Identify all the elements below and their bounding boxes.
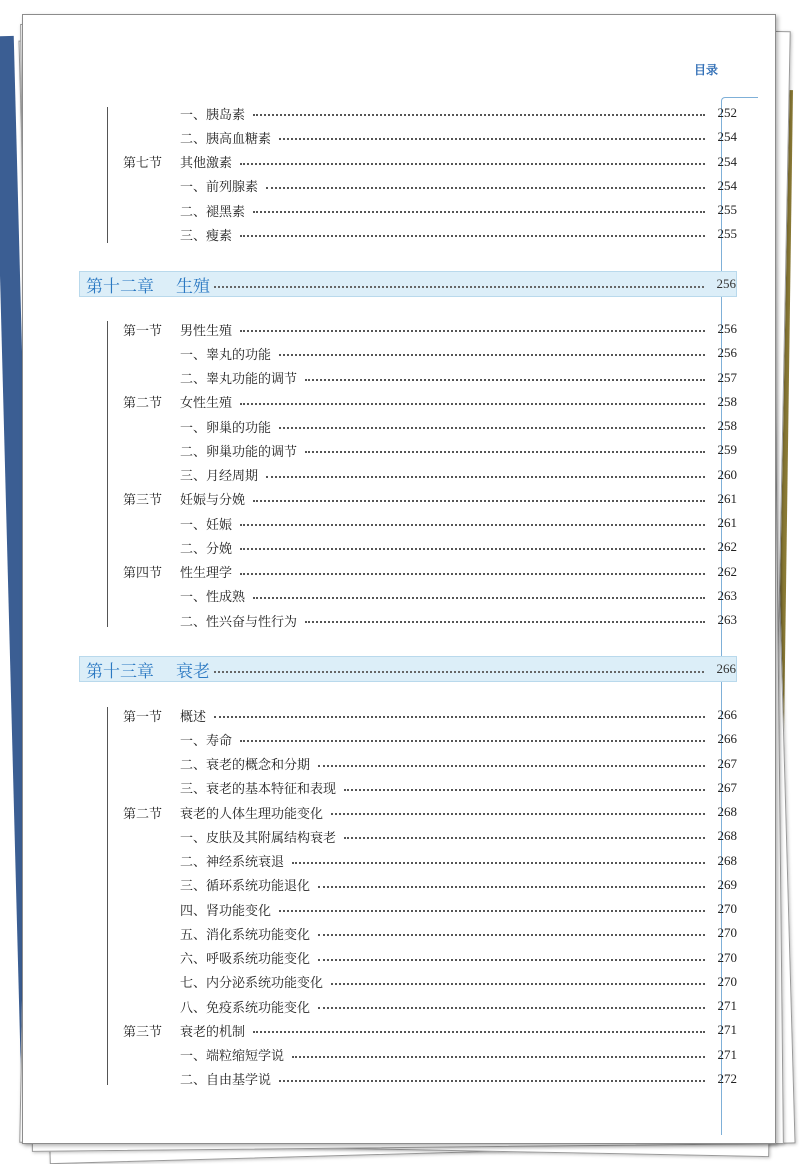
leader-dots — [305, 621, 705, 623]
toc-subsection-entry[interactable] — [123, 754, 737, 774]
running-header: 目录 — [694, 63, 719, 77]
page-number: 259 — [717, 442, 737, 458]
toc-subsection-entry[interactable] — [123, 368, 737, 388]
chapter-number: 第十三章 — [86, 661, 154, 682]
section-label: 第二节 — [123, 396, 163, 412]
leader-dots — [253, 597, 705, 599]
entry-title: 二、睾丸功能的调节 — [180, 372, 298, 387]
page-number: 266 — [717, 707, 737, 722]
leader-dots — [305, 379, 705, 381]
toc-subsection-entry[interactable] — [123, 1069, 737, 1089]
entry-title: 概述 — [180, 709, 207, 725]
toc-subsection-entry[interactable] — [123, 586, 737, 606]
leader-dots — [253, 211, 705, 213]
page-number: 252 — [717, 105, 737, 120]
section-bracket — [107, 707, 108, 1085]
page-number: 254 — [717, 153, 737, 169]
toc-section-entry[interactable] — [123, 392, 737, 412]
entry-title: 一、前列腺素 — [180, 180, 259, 196]
toc-subsection-entry[interactable] — [123, 875, 737, 895]
section-bracket — [107, 321, 108, 627]
toc-section-entry[interactable] — [123, 1020, 737, 1040]
leader-dots — [279, 138, 705, 140]
toc-subsection-entry[interactable] — [123, 127, 737, 147]
page-number: 266 — [716, 661, 736, 676]
section-label: 第三节 — [123, 1024, 163, 1040]
page-number: 261 — [717, 515, 737, 530]
leader-dots — [331, 983, 705, 985]
page-number: 256 — [717, 345, 737, 361]
section-label: 第三节 — [123, 493, 163, 509]
section-label: 第七节 — [123, 156, 163, 171]
leader-dots — [318, 934, 705, 936]
page-number: 255 — [717, 202, 737, 217]
toc-subsection-entry[interactable] — [123, 729, 737, 749]
page-number: 254 — [717, 177, 737, 193]
entry-title: 三、循环系统功能退化 — [180, 879, 311, 895]
leader-dots — [253, 500, 705, 502]
leader-dots — [266, 187, 705, 189]
entry-title: 二、褪黑素 — [180, 204, 246, 220]
entry-title: 一、皮肤及其附属结构衰老 — [180, 830, 337, 846]
entry-title: 男性生殖 — [180, 323, 233, 339]
toc-subsection-entry[interactable] — [123, 343, 737, 363]
page-number: 254 — [717, 129, 737, 145]
page-number: 272 — [717, 1070, 737, 1086]
leader-dots — [279, 1080, 705, 1082]
entry-title: 二、分娩 — [180, 541, 233, 557]
page-number: 257 — [717, 369, 737, 385]
toc-subsection-entry[interactable] — [123, 465, 737, 485]
toc-subsection-entry[interactable] — [123, 923, 737, 943]
entry-title: 衰老的机制 — [180, 1024, 246, 1040]
entry-title: 一、性成熟 — [180, 590, 246, 606]
chapter-heading[interactable] — [79, 656, 737, 682]
leader-dots — [344, 789, 705, 791]
toc-subsection-entry[interactable] — [123, 537, 737, 557]
leader-dots — [279, 427, 705, 429]
leader-dots — [253, 1031, 705, 1033]
leader-dots — [344, 837, 705, 839]
leader-dots — [240, 524, 705, 526]
toc-subsection-entry[interactable] — [123, 440, 737, 460]
leader-dots — [240, 235, 705, 237]
entry-title: 七、内分泌系统功能变化 — [180, 976, 324, 992]
toc-subsection-entry[interactable] — [123, 778, 737, 798]
page-number: 263 — [717, 587, 737, 603]
leader-dots — [305, 451, 705, 453]
toc-subsection-entry[interactable] — [123, 513, 737, 533]
page-number: 258 — [717, 418, 737, 433]
leader-dots — [240, 163, 705, 165]
leader-dots — [240, 403, 705, 405]
leader-dots — [214, 671, 704, 673]
entry-title: 一、胰岛素 — [180, 107, 246, 123]
entry-title: 三、瘦素 — [180, 228, 233, 244]
page-number: 270 — [717, 949, 737, 965]
toc-subsection-entry[interactable] — [123, 176, 737, 196]
chapter-title: 生殖 — [176, 276, 210, 297]
page-number: 267 — [717, 755, 737, 771]
toc-subsection-entry[interactable] — [123, 224, 737, 244]
entry-title: 女性生殖 — [180, 396, 233, 412]
page-number: 270 — [717, 901, 737, 916]
toc-subsection-entry[interactable] — [123, 996, 737, 1016]
page-number: 271 — [717, 1046, 737, 1062]
section-bracket — [107, 107, 108, 243]
entry-title: 二、自由基学说 — [180, 1073, 272, 1089]
leader-dots — [318, 959, 705, 961]
entry-title: 一、睾丸的功能 — [180, 347, 272, 363]
leader-dots — [279, 354, 705, 356]
page-number: 266 — [717, 731, 737, 747]
page-number: 271 — [717, 1022, 737, 1038]
toc-subsection-entry[interactable] — [123, 610, 737, 630]
toc-section-entry[interactable] — [123, 562, 737, 582]
section-label: 第一节 — [123, 323, 163, 339]
page-number: 271 — [717, 998, 737, 1013]
toc-section-entry[interactable] — [123, 152, 737, 172]
chapter-number: 第十二章 — [86, 276, 154, 297]
chapter-title: 衰老 — [176, 661, 210, 682]
toc-subsection-entry[interactable] — [123, 826, 737, 846]
toc-subsection-entry[interactable] — [123, 972, 737, 992]
leader-dots — [214, 716, 705, 718]
leader-dots — [240, 548, 705, 550]
page-number: 269 — [717, 876, 737, 892]
leader-dots — [292, 1056, 705, 1058]
page-number: 256 — [716, 276, 736, 291]
entry-title: 性生理学 — [180, 566, 233, 581]
entry-title: 一、妊娠 — [180, 517, 233, 533]
entry-title: 二、神经系统衰退 — [180, 855, 285, 870]
leader-dots — [318, 1007, 705, 1009]
entry-title: 二、衰老的概念和分期 — [180, 758, 311, 773]
toc-section-entry[interactable] — [123, 802, 737, 822]
entry-title: 六、呼吸系统功能变化 — [180, 952, 311, 967]
leader-dots — [266, 476, 705, 478]
leader-dots — [240, 573, 705, 575]
page-number: 258 — [717, 393, 737, 409]
leader-dots — [240, 330, 705, 332]
entry-title: 三、月经周期 — [180, 469, 259, 484]
toc-page — [22, 14, 776, 1144]
page-number: 262 — [717, 563, 737, 579]
entry-title: 衰老的人体生理功能变化 — [180, 806, 324, 822]
page-number: 263 — [717, 612, 737, 627]
entry-title: 一、卵巢的功能 — [180, 420, 272, 436]
page-number: 260 — [717, 466, 737, 482]
toc-section-entry[interactable] — [123, 489, 737, 509]
page-number: 268 — [717, 852, 737, 868]
page-number: 268 — [717, 804, 737, 819]
entry-title: 二、性兴奋与性行为 — [180, 614, 298, 630]
toc-section-entry[interactable] — [123, 319, 737, 339]
section-label: 第一节 — [123, 709, 163, 725]
page-number: 268 — [717, 828, 737, 844]
page-number: 270 — [717, 973, 737, 989]
toc-subsection-entry[interactable] — [123, 103, 737, 123]
entry-title: 二、卵巢功能的调节 — [180, 444, 298, 460]
entry-title: 其他激素 — [180, 156, 233, 171]
leader-dots — [279, 910, 705, 912]
entry-title: 二、胰高血糖素 — [180, 131, 272, 147]
leader-dots — [318, 765, 705, 767]
page-number: 261 — [717, 490, 737, 506]
toc-subsection-entry[interactable] — [123, 200, 737, 220]
section-label: 第四节 — [123, 566, 163, 581]
toc-subsection-entry[interactable] — [123, 948, 737, 968]
entry-title: 四、肾功能变化 — [180, 903, 272, 919]
leader-dots — [292, 862, 705, 864]
toc-subsection-entry[interactable] — [123, 899, 737, 919]
entry-title: 三、衰老的基本特征和表现 — [180, 782, 337, 798]
page-number: 270 — [717, 925, 737, 941]
leader-dots — [318, 886, 705, 888]
entry-title: 五、消化系统功能变化 — [180, 927, 311, 943]
page-number: 256 — [717, 321, 737, 336]
entry-title: 妊娠与分娩 — [180, 493, 246, 509]
leader-dots — [253, 114, 705, 116]
page-number: 267 — [717, 779, 737, 795]
toc-subsection-entry[interactable] — [123, 416, 737, 436]
leader-dots — [240, 740, 705, 742]
entry-title: 一、寿命 — [180, 733, 233, 749]
toc-section-entry[interactable] — [123, 705, 737, 725]
chapter-heading[interactable] — [79, 271, 737, 297]
section-label: 第二节 — [123, 806, 163, 822]
leader-dots — [214, 286, 704, 288]
toc-subsection-entry[interactable] — [123, 1045, 737, 1065]
page-number: 255 — [717, 226, 737, 242]
entry-title: 一、端粒缩短学说 — [180, 1049, 285, 1064]
leader-dots — [331, 813, 705, 815]
page-number: 262 — [717, 539, 737, 555]
entry-title: 八、免疫系统功能变化 — [180, 1000, 311, 1016]
toc-subsection-entry[interactable] — [123, 851, 737, 871]
